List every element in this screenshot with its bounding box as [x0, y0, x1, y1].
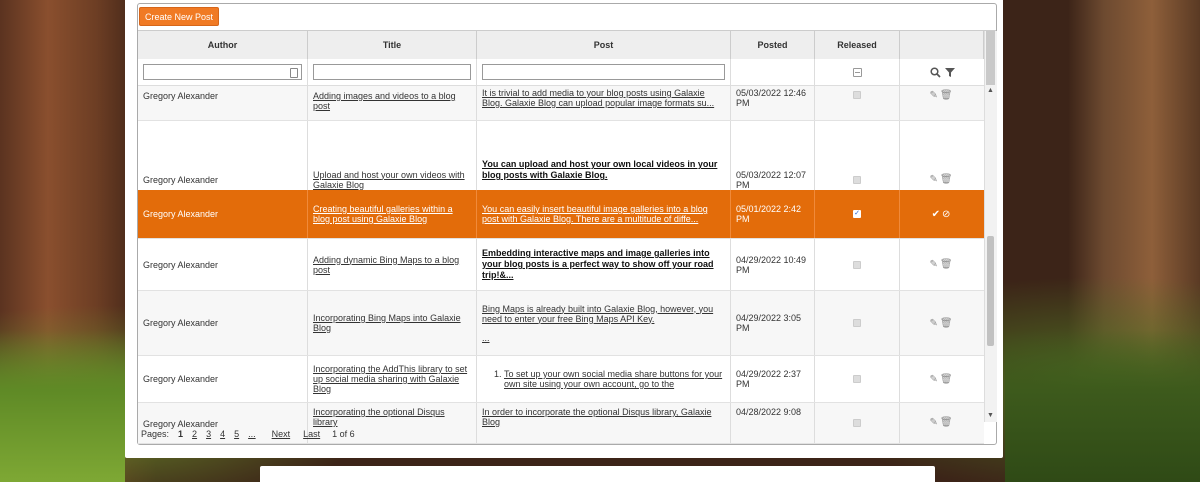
pager [141, 427, 364, 441]
released-checkbox-checked[interactable]: ✓ [854, 210, 860, 217]
post-excerpt[interactable]: You can easily insert beautiful image galleries into a blog post with Galaxie Blog. There are a multitude of diffe... [482, 204, 708, 224]
filter-icon[interactable] [945, 67, 955, 78]
posts-grid [138, 30, 996, 429]
edit-icon[interactable]: ✎ [929, 259, 940, 270]
column-header-posted[interactable]: Posted [731, 31, 815, 59]
post-excerpt[interactable]: You can upload and host your own local videos in your blog posts with Galaxie Blog. [482, 159, 718, 180]
released-checkbox [853, 176, 861, 184]
post-filter-input[interactable] [482, 64, 725, 80]
post-title-link[interactable]: Adding dynamic Bing Maps to a blog post [313, 254, 460, 275]
post-excerpt[interactable]: Embedding interactive maps and image galleries into your blog posts is a perfect way to show off your road trip!&... [482, 248, 714, 280]
released-checkbox [853, 375, 861, 383]
released-filter-checkbox[interactable] [853, 68, 862, 77]
trash-icon[interactable]: 🗑 [939, 317, 955, 329]
scrollbar-thumb[interactable] [987, 236, 994, 346]
pager-page-4[interactable]: 4 [220, 429, 226, 439]
trash-icon[interactable]: 🗑 [939, 373, 955, 385]
edit-icon[interactable]: ✎ [929, 317, 940, 329]
post-excerpt[interactable]: In order to incorporate the optional Disqus library, Galaxie Blog [482, 407, 712, 427]
post-excerpt-more[interactable]: ... [482, 332, 490, 343]
post-title-link[interactable]: Creating beautiful galleries within a blog post using Galaxie Blog [313, 204, 453, 224]
cancel-icon[interactable]: ⊘ [942, 208, 953, 220]
pager-next[interactable]: Next [271, 429, 291, 439]
author-cell: Gregory Alexander [138, 291, 308, 355]
table-row-selected[interactable] [138, 190, 984, 239]
posted-date: 05/01/2022 2:42 PM [736, 204, 802, 224]
pager-more[interactable]: ... [248, 429, 256, 439]
post-excerpt[interactable]: Bing Maps is already built into Galaxie Blog, however, you need to enter your free Bing Maps API Key. [482, 303, 714, 324]
posted-date: 04/29/2022 10:49 PM [736, 254, 807, 275]
author-cell: Gregory Alexander [138, 403, 308, 443]
table-row[interactable] [138, 239, 984, 291]
check-icon[interactable]: ✔ [931, 208, 942, 220]
released-checkbox [853, 261, 861, 269]
edit-icon[interactable]: ✎ [929, 373, 940, 385]
background-foliage-right [1005, 330, 1200, 482]
post-title-link[interactable]: Upload and host your own videos with Galaxie Blog [313, 169, 465, 190]
author-filter-input[interactable] [143, 64, 302, 80]
background-foliage-left [0, 330, 125, 482]
table-row[interactable] [138, 356, 984, 403]
edit-icon[interactable]: ✎ [929, 90, 940, 101]
header-scroll-filler [986, 31, 995, 85]
posted-date: 05/03/2022 12:07 PM [736, 169, 807, 190]
posted-date: 04/29/2022 3:05 PM [736, 313, 802, 333]
column-header-actions [900, 31, 984, 59]
released-checkbox [853, 419, 861, 427]
trash-icon[interactable]: 🗑 [939, 90, 955, 101]
column-header-post[interactable]: Post [477, 31, 731, 59]
author-cell: Gregory Alexander [138, 190, 308, 238]
search-icon[interactable] [930, 67, 941, 78]
author-cell: Gregory Alexander [138, 239, 308, 290]
trash-icon[interactable]: 🗑 [939, 174, 955, 185]
pager-label: Pages: [141, 429, 170, 439]
table-row[interactable] [138, 86, 984, 121]
posted-date: 05/03/2022 12:46 PM [736, 88, 807, 108]
pager-last[interactable]: Last [303, 429, 321, 439]
create-new-post-button[interactable]: Create New Post [139, 7, 219, 26]
pager-page-2[interactable]: 2 [192, 429, 198, 439]
scroll-up-arrow-icon[interactable]: ▲ [987, 87, 994, 94]
posted-date: 04/28/2022 9:08 [736, 407, 802, 417]
pager-page-5[interactable]: 5 [234, 429, 240, 439]
grid-header [138, 31, 984, 60]
column-header-author[interactable]: Author [138, 31, 308, 59]
post-title-link[interactable]: Incorporating the optional Disqus library [313, 407, 445, 427]
footer-card [260, 466, 935, 482]
released-checkbox [853, 91, 861, 99]
posted-filter-cell [731, 59, 815, 85]
column-header-released[interactable]: Released [815, 31, 900, 59]
post-excerpt[interactable]: It is trivial to add media to your blog posts using Galaxie Blog. Galaxie Blog can upload popular image formats su... [482, 88, 715, 108]
released-checkbox [853, 319, 861, 327]
author-cell: Gregory Alexander [138, 356, 308, 402]
pager-summary: 1 of 6 [332, 429, 355, 439]
trash-icon[interactable]: 🗑 [939, 417, 955, 428]
posts-grid-panel [137, 3, 997, 445]
grid-scrollbar[interactable] [984, 31, 997, 422]
trash-icon[interactable]: 🗑 [939, 259, 955, 270]
author-cell: Gregory Alexander [138, 86, 308, 120]
posted-date: 04/29/2022 2:37 PM [736, 369, 802, 389]
title-filter-input[interactable] [313, 64, 471, 80]
edit-icon[interactable]: ✎ [929, 417, 940, 428]
column-header-title[interactable]: Title [308, 31, 477, 59]
author-cell: Gregory Alexander [138, 121, 308, 238]
post-excerpt-list [482, 369, 725, 389]
pager-page-3[interactable]: 3 [206, 429, 212, 439]
filter-row [138, 59, 984, 86]
post-excerpt[interactable]: 1. To set up your own social media share buttons for your own site using your own account, go to the [504, 369, 725, 389]
post-title-link[interactable]: Adding images and videos to a blog post [313, 91, 456, 111]
edit-icon[interactable]: ✎ [929, 174, 940, 185]
post-title-link[interactable]: Incorporating the AddThis library to set up social media sharing with Galaxie Blog [313, 364, 468, 394]
table-row[interactable] [138, 291, 984, 356]
filter-options-icon[interactable] [290, 68, 298, 78]
post-title-link[interactable]: Incorporating Bing Maps into Galaxie Blog [313, 313, 461, 333]
scroll-down-arrow-icon[interactable]: ▼ [987, 412, 994, 419]
pager-page-1[interactable]: 1 [178, 429, 184, 439]
